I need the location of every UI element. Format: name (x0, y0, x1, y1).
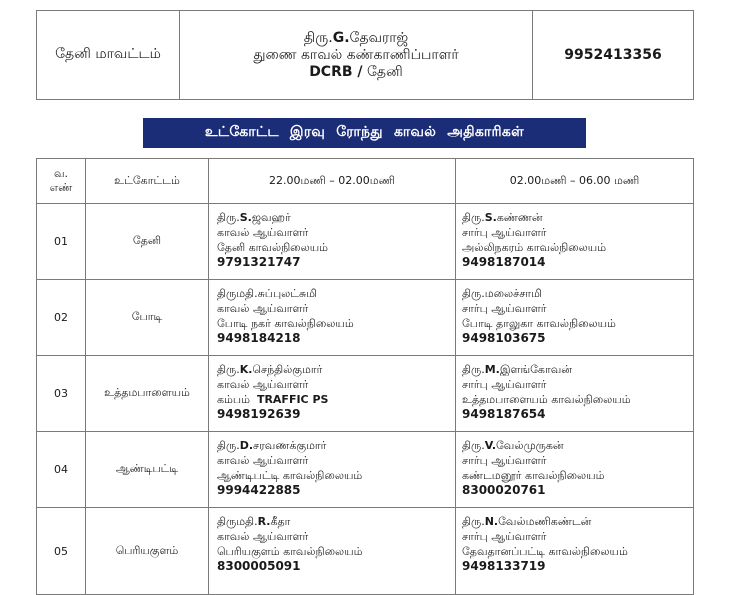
row-subdivision: ஆண்டிபட்டி (86, 432, 209, 508)
shift1-station-line (217, 392, 455, 407)
shift2-phone: 9498187014 (462, 255, 546, 269)
shift1-role: காவல் ஆய்வாளர் (217, 302, 309, 315)
shift2-name: மலைச்சாமி (484, 287, 542, 300)
shift2-initial: S. (484, 211, 497, 224)
col-header-serial-line2: எண் (49, 181, 73, 194)
shift2-station: கண்டமனூர் காவல்நிலையம் (462, 469, 605, 482)
dsp-unit (180, 64, 532, 81)
shift2-officer (456, 356, 694, 432)
table-row (37, 508, 694, 595)
shift2-name: கண்ணன் (496, 211, 543, 224)
shift2-officer-name (462, 362, 693, 377)
shift1-station: பெரியகுளம் காவல்நிலையம் (217, 545, 363, 558)
shift1-station: ஆண்டிபட்டி காவல்நிலையம் (217, 469, 363, 482)
shift1-initial: R. (257, 515, 271, 528)
shift2-name: வேல்முருகன் (496, 439, 564, 452)
shift2-name: இளங்கோவன் (499, 363, 572, 376)
shift1-station-line (217, 544, 455, 559)
district-header-table (36, 10, 694, 100)
shift2-phone: 9498103675 (462, 331, 546, 345)
row-subdivision: உத்தமபாளையம் (86, 356, 209, 432)
row-serial: 04 (37, 432, 86, 508)
shift1-officer (209, 280, 456, 356)
table-row (37, 432, 694, 508)
shift1-station-line (217, 316, 455, 331)
col-header-shift1: 22.00மணி – 02.00மணி (209, 159, 456, 204)
dsp-officer-cell (180, 11, 533, 100)
shift1-initial: K. (239, 363, 253, 376)
shift1-role: காவல் ஆய்வாளர் (217, 530, 309, 543)
shift2-role: சார்பு ஆய்வாளர் (462, 302, 547, 315)
table-row (37, 204, 694, 280)
shift2-officer (456, 280, 694, 356)
shift1-role: காவல் ஆய்வாளர் (217, 454, 309, 467)
district-name: தேனி மாவட்டம் (37, 11, 180, 100)
shift1-name: ஜவஹர் (251, 211, 291, 224)
shift1-name: சரவணக்குமார் (253, 439, 327, 452)
shift1-name: சுப்புலட்சுமி (257, 287, 318, 300)
shift1-officer (209, 508, 456, 595)
shift2-role: சார்பு ஆய்வாளர் (462, 226, 547, 239)
shift2-prefix: திரு. (462, 515, 485, 528)
shift1-initial: D. (239, 439, 254, 452)
shift2-role: சார்பு ஆய்வாளர் (462, 378, 547, 391)
col-header-shift2: 02.00மணி – 06.00 மணி (456, 159, 694, 204)
shift2-initial: V. (484, 439, 496, 452)
table-row (37, 280, 694, 356)
shift2-prefix: திரு. (462, 363, 485, 376)
shift2-station: உத்தமபாளையம் காவல்நிலையம் (462, 393, 631, 406)
shift2-prefix: திரு. (462, 439, 485, 452)
shift1-station: தேனி காவல்நிலையம் (217, 241, 329, 254)
section-banner: உட்கோட்ட இரவு ரோந்து காவல் அதிகாரிகள் (143, 118, 586, 148)
shift1-officer-name (217, 362, 455, 377)
shift1-prefix: திருமதி. (217, 515, 258, 528)
dsp-phone: 9952413356 (533, 11, 694, 100)
shift1-officer-name (217, 286, 455, 301)
shift2-phone: 9498187654 (462, 407, 546, 421)
dsp-officer-name (180, 30, 532, 47)
shift2-role: சார்பு ஆய்வாளர் (462, 530, 547, 543)
shift1-prefix: திரு. (217, 211, 240, 224)
shift1-phone: 9498184218 (217, 331, 301, 345)
row-subdivision: போடி (86, 280, 209, 356)
shift1-initial: S. (239, 211, 252, 224)
shift1-phone: 9994422885 (217, 483, 301, 497)
shift1-prefix: திருமதி. (217, 287, 258, 300)
shift1-officer-name (217, 438, 455, 453)
shift1-station: போடி நகர் காவல்நிலையம் (217, 317, 354, 330)
shift2-officer-name (462, 514, 693, 529)
col-header-serial-line1: வ. (53, 167, 69, 180)
table-row (37, 356, 694, 432)
shift2-station: போடி தாலுகா காவல்நிலையம் (462, 317, 616, 330)
row-serial: 01 (37, 204, 86, 280)
shift2-phone: 8300020761 (462, 483, 546, 497)
shift2-officer (456, 204, 694, 280)
shift2-station: தேவதானப்பட்டி காவல்நிலையம் (462, 545, 628, 558)
shift1-officer-name (217, 514, 455, 529)
dsp-designation: துணை காவல் கண்காணிப்பாளர் (253, 46, 459, 63)
night-patrol-table (36, 158, 694, 595)
shift1-officer (209, 204, 456, 280)
shift1-name: செந்தில்குமார் (252, 363, 323, 376)
shift1-officer (209, 356, 456, 432)
col-header-serial (37, 159, 86, 204)
district-header-row (37, 11, 694, 100)
shift1-prefix: திரு. (217, 363, 240, 376)
shift2-phone: 9498133719 (462, 559, 546, 573)
shift1-name: கீதா (270, 515, 291, 528)
dsp-prefix: திரு. (303, 29, 333, 46)
shift1-station-line (217, 468, 455, 483)
shift1-station-line (217, 240, 455, 255)
shift2-officer-name (462, 438, 693, 453)
shift2-officer-name (462, 210, 693, 225)
row-serial: 05 (37, 508, 86, 595)
dsp-initial: G. (332, 29, 350, 46)
shift2-prefix: திரு. (462, 211, 485, 224)
row-subdivision: பெரியகுளம் (86, 508, 209, 595)
dsp-unit-place: தேனி (366, 63, 403, 80)
dsp-unit-latin: DCRB / (309, 63, 363, 80)
shift1-role: காவல் ஆய்வாளர் (217, 378, 309, 391)
shift2-officer (456, 508, 694, 595)
row-serial: 02 (37, 280, 86, 356)
shift1-officer-name (217, 210, 455, 225)
shift1-phone: 9791321747 (217, 255, 301, 269)
col-header-subdivision: உட்கோட்டம் (86, 159, 209, 204)
shift2-officer-name (462, 286, 693, 301)
shift1-officer (209, 432, 456, 508)
shift2-role: சார்பு ஆய்வாளர் (462, 454, 547, 467)
dsp-name: தேவராஜ் (349, 29, 409, 46)
shift1-station: கம்பம் (217, 393, 250, 406)
shift1-station-extra: TRAFFIC PS (256, 393, 329, 406)
table-header-row (37, 159, 694, 204)
shift2-initial: N. (484, 515, 499, 528)
shift2-name: வேல்மணிகண்டன் (498, 515, 592, 528)
shift1-prefix: திரு. (217, 439, 240, 452)
shift2-prefix: திரு. (462, 287, 485, 300)
shift2-station: அல்லிநகரம் காவல்நிலையம் (462, 241, 607, 254)
shift1-role: காவல் ஆய்வாளர் (217, 226, 309, 239)
row-subdivision: தேனி (86, 204, 209, 280)
row-serial: 03 (37, 356, 86, 432)
shift1-phone: 8300005091 (217, 559, 301, 573)
shift1-phone: 9498192639 (217, 407, 301, 421)
shift2-officer (456, 432, 694, 508)
shift2-initial: M. (484, 363, 500, 376)
